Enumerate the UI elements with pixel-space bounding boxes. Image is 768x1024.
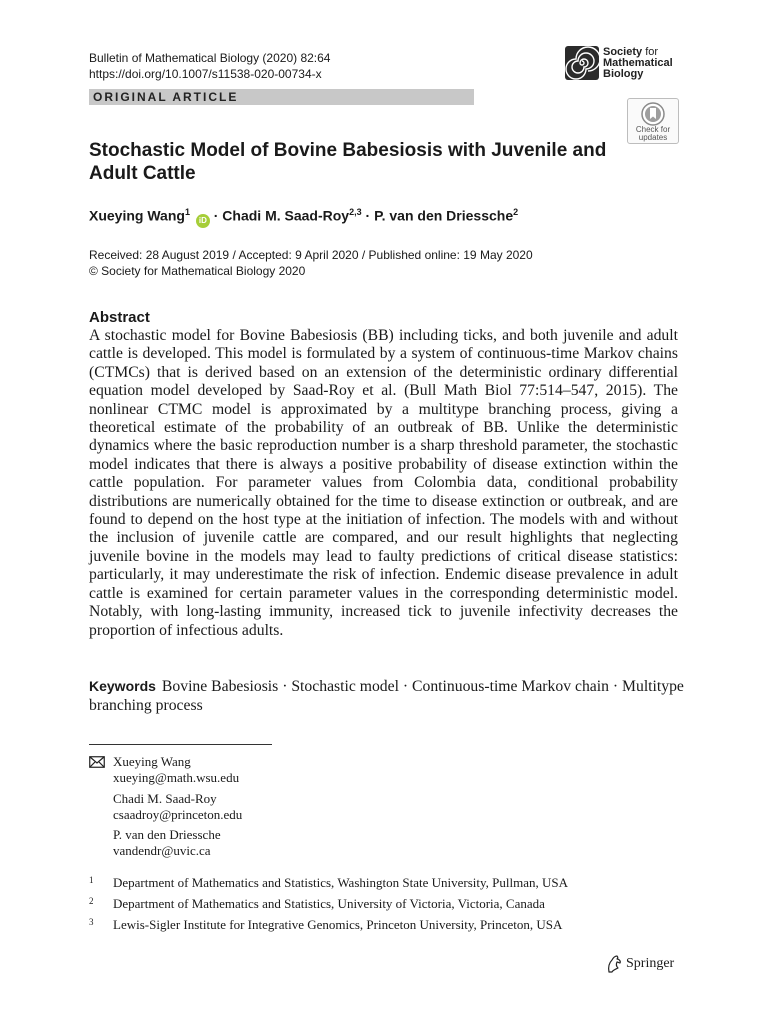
publisher-name: Springer [626, 956, 675, 971]
affiliation-number: 1 [89, 875, 94, 885]
affiliation-entry [89, 872, 568, 891]
contact-entry [113, 791, 242, 823]
author-separator: · [213, 207, 219, 224]
contact-email[interactable]: csaadroy@princeton.edu [113, 807, 243, 822]
check-updates-line1: Check for [635, 125, 671, 134]
society-logo-block [565, 46, 673, 80]
check-updates-line2: updates [638, 133, 668, 142]
abstract-heading: Abstract [89, 309, 150, 326]
contact-email[interactable]: vandendr@uvic.ca [113, 843, 211, 858]
paper-title: Stochastic Model of Bovine Babesiosis with Juvenile and Adult Cattle [89, 140, 607, 184]
orcid-icon[interactable]: iD [196, 214, 210, 228]
society-line3: Biology [603, 67, 644, 80]
publisher-logo [606, 955, 674, 973]
bookmark-icon [641, 102, 665, 126]
author-separator: · [365, 207, 371, 224]
author-name[interactable]: Chadi M. Saad-Roy [222, 207, 350, 224]
affiliation-text: Lewis-Sigler Institute for Integrative Genomics, Princeton University, Princeton, USA [113, 917, 563, 932]
contact-name: Chadi M. Saad-Roy [113, 791, 217, 806]
footnote-divider [89, 744, 272, 745]
author-name[interactable]: P. van den Driessche [374, 207, 514, 224]
keywords-block [89, 677, 689, 715]
contact-name: Xueying Wang [113, 754, 191, 769]
society-line1-suffix: for [645, 45, 659, 58]
author-affiliation-mark: 2 [513, 207, 519, 217]
affiliation-entry [89, 893, 545, 912]
society-name [603, 47, 673, 80]
affiliation-entry [89, 914, 562, 933]
publication-dates [89, 247, 533, 279]
society-line2: Mathematical [603, 56, 673, 69]
author-affiliation-mark: 2,3 [349, 207, 362, 217]
journal-header [89, 50, 330, 82]
affiliation-text: Department of Mathematics and Statistics, University of Victoria, Victoria, Canada [113, 896, 545, 911]
contact-entry [113, 754, 239, 786]
keywords-text: Bovine Babesiosis · Stochastic model · Continuous-time Markov chain · Multitype branching process [89, 678, 684, 714]
society-logo-icon [565, 46, 599, 80]
journal-citation: Bulletin of Mathematical Biology (2020) 82:64 [89, 51, 331, 65]
check-for-updates-button[interactable] [627, 98, 679, 144]
doi-link[interactable]: https://doi.org/10.1007/s11538-020-00734-x [89, 67, 322, 81]
affiliation-text: Department of Mathematics and Statistics, Washington State University, Pullman, USA [113, 875, 568, 890]
article-type-label: ORIGINAL ARTICLE [89, 89, 474, 105]
contact-name: P. van den Driessche [113, 827, 221, 842]
springer-horse-icon [606, 955, 622, 973]
author-list [89, 207, 518, 228]
copyright-line: © Society for Mathematical Biology 2020 [89, 264, 306, 278]
contact-email[interactable]: xueying@math.wsu.edu [113, 770, 240, 785]
history-dates: Received: 28 August 2019 / Accepted: 9 April 2020 / Published online: 19 May 2020 [89, 248, 533, 262]
society-line1: Society [603, 45, 643, 58]
envelope-icon [89, 756, 105, 768]
author-name[interactable]: Xueying Wang [89, 207, 185, 224]
affiliation-number: 3 [89, 917, 94, 927]
affiliation-number: 2 [89, 896, 94, 906]
author-affiliation-mark: 1 [184, 207, 190, 217]
contact-entry [113, 827, 221, 859]
abstract-text: A stochastic model for Bovine Babesiosis (BB) including ticks, and both juvenile and adult cattle is developed. This model is formulated by a system of continuous-time Markov chains (CTMCs) that is derived based on an extension of the deterministic ordinary differential equation model developed by Saad-Roy et al. (Bull Math Biol 77:514–547, 2015). The nonlinear CTMC model is approximated by a multitype branching process, giving a theoretical estimate of the probability of an outbreak of BB. Unlike the deterministic dynamics where the basic reproduction number is a sharp threshold parameter, the stochastic model indicates that there is always a positive probability of disease extinction within the cattle population. For parameter values from Colombia data, conditional probability distributions are numerically obtained for the time to disease extinction or outbreak, and are found to depend on the host type at the initiation of infection. The models with and without the inclusion of juvenile cattle are compared, and our result highlights that neglecting juvenile bovine in the models may lead to faulty predictions of critical disease statistics: particularly, it may underestimate the risk of infection. Endemic disease prevalence in adult cattle is examined for certain parameter values in the corresponding deterministic model. Notably, with long-lasting immunity, increased tick to juvenile infectivity decreases the proportion of infectious adults. [89, 327, 678, 639]
keywords-label: Keywords [89, 678, 156, 694]
